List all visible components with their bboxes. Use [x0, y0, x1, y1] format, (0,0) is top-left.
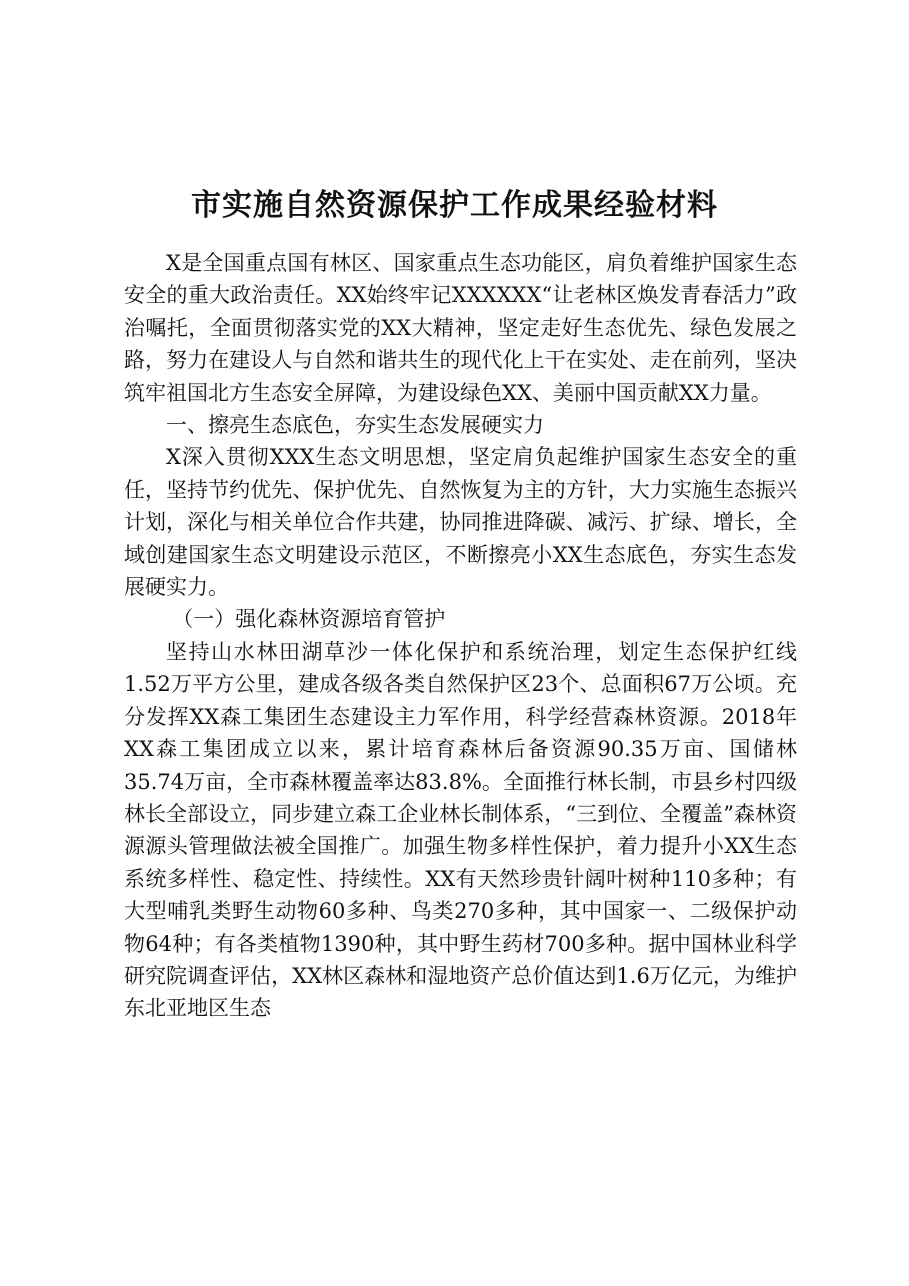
document-body — [124, 247, 797, 1025]
subsection-heading: （一）强化森林资源培育管护 — [172, 607, 446, 632]
paragraph-forest-resources: 坚持山水林田湖草沙一体化保护和系统治理，划定生态保护红线1.52万平方公里，建成各级各类自然保护区23个、总面积67万公顷。充分发挥XX森工集团生态建设主力军作用，科学经营森林资源。2018年XX森工集团成立以来，累计培育森林后备资源90.35万亩、国储林35.74万亩，全市森林覆盖率达83.8%。全面推行林长制，市县乡村四级林长全部设立，同步建立森工企业林长制体系，“三到位、全覆盖”森林资源源头管理做法被全国推广。加强生物多样性保护，着力提升小XX生态系统多样性、稳定性、持续性。XX有天然珍贵针阔叶树种110多种；有大型哺乳类野生动物60多种、鸟类270多种，其中国家一、二级保护动物64种；有各类植物1390种，其中野生药材700多种。据中国林业科学研究院调查评估，XX林区森林和湿地资产总价值达到1.6万亿元，为维护东北亚地区生态 — [124, 639, 797, 1021]
paragraph-section-intro: X深入贯彻XXX生态文明思想，坚定肩负起维护国家生态安全的重任，坚持节约优先、保护优先、自然恢复为主的方针，大力实施生态振兴计划，深化与相关单位合作共建，协同推进降碳、减污、扩绿、增长，全域创建国家生态文明建设示范区，不断擦亮小XX生态底色，夯实生态发展硬实力。 — [124, 445, 797, 600]
section-heading: 一、擦亮生态底色，夯实生态发展硬实力 — [166, 413, 544, 438]
paragraph-intro: X是全国重点国有林区、国家重点生态功能区，肩负着维护国家生态安全的重大政治责任。XX始终牢记XXXXXX“让老林区焕发青春活力”政治嘱托，全面贯彻落实党的XX大精神，坚定走好生态优先、绿色发展之路，努力在建设人与自然和谐共生的现代化上干在实处、走在前列，坚决筑牢祖国北方生态安全屏障，为建设绿色XX、美丽中国贡献XX力量。 — [124, 251, 797, 405]
document-title: 市实施自然资源保护工作成果经验材料 — [191, 188, 718, 223]
